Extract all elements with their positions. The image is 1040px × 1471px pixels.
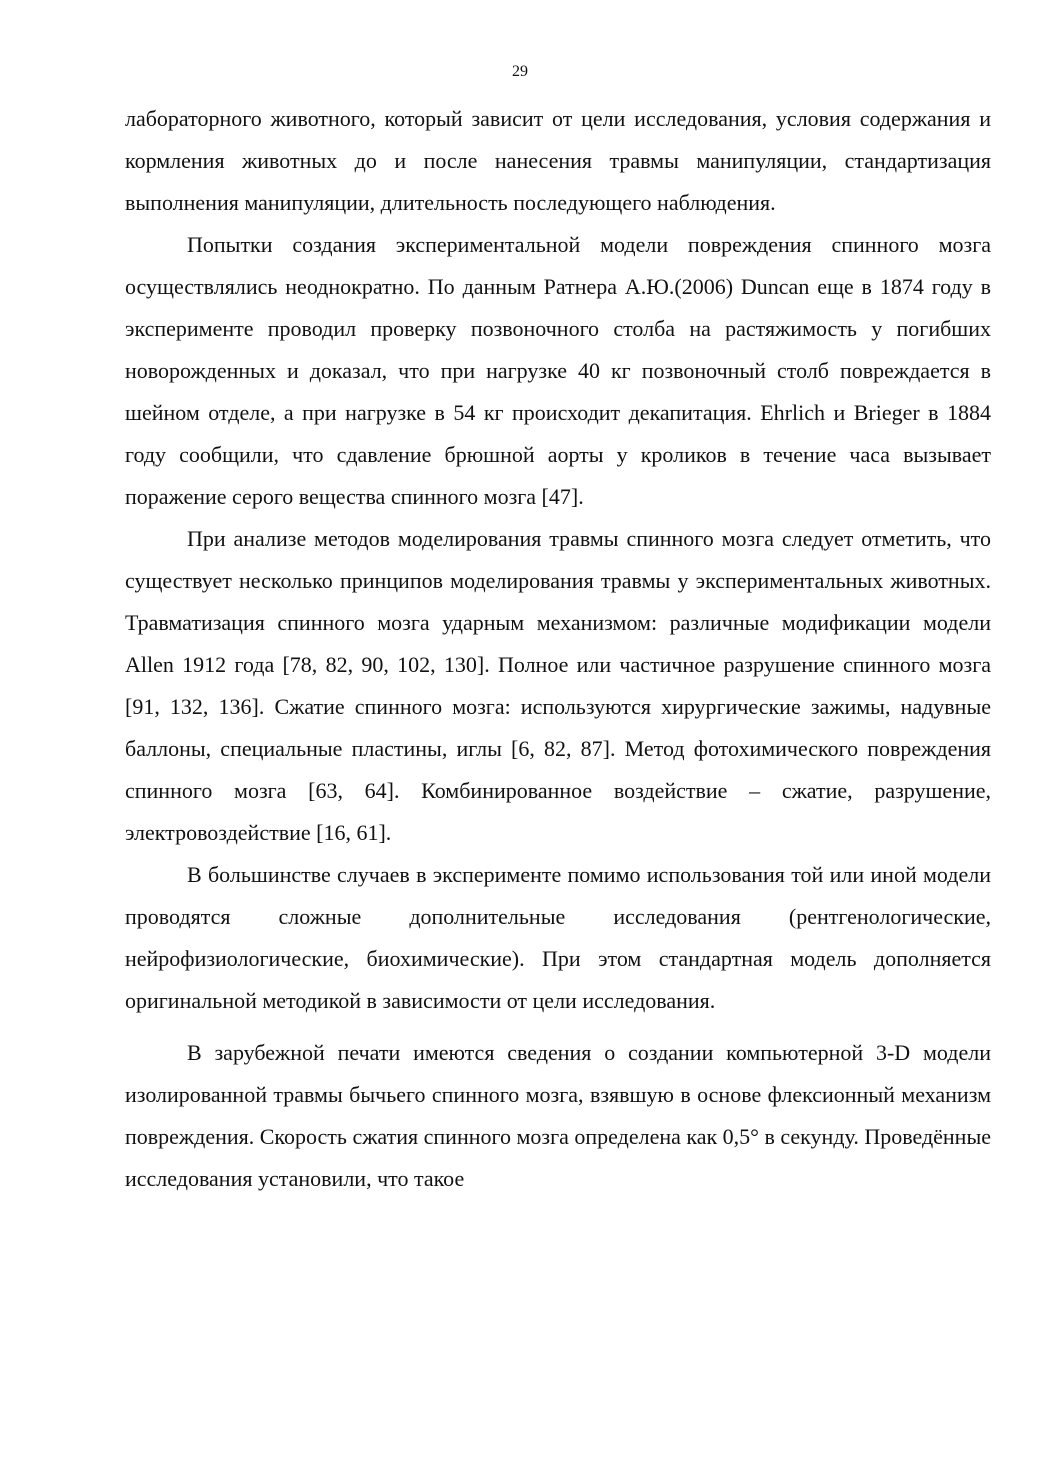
paragraph-continuation: лабораторного животного, который зависит от цели исследования, условия содержания и кормления животных до и после нанесения травмы манипуляции, стандартизация выполнения манипуляции, длительность последующего наблюдения. — [125, 106, 991, 215]
page-number: 29 — [512, 63, 528, 80]
paragraph-3d-model: В зарубежной печати имеются сведения о создании компьютерной 3-D модели изолированной травмы бычьего спинного мозга, взявшую в основе флексионный механизм повреждения. Скорость сжатия спинного мозга определена как 0,5° в секунду. Проведённые исследования установили, что такое — [125, 1040, 991, 1191]
document-body — [125, 98, 991, 1200]
paragraph-model-history: Попытки создания экспериментальной модели повреждения спинного мозга осуществлялись неоднократно. По данным Ратнера А.Ю.(2006) Duncan еще в 1874 году в эксперименте проводил проверку позвоночного столба на растяжимость у погибших новорожденных и доказал, что при нагрузке 40 кг позвоночный столб повреждается в шейном отделе, а при нагрузке в 54 кг происходит декапитация. Ehrlich и Brieger в 1884 году сообщили, что сдавление брюшной аорты у кроликов в течение часа вызывает поражение серого вещества спинного мозга [47]. — [125, 232, 991, 509]
paragraph-additional-studies: В большинстве случаев в эксперименте помимо использования той или иной модели проводятся сложные дополнительные исследования (рентгенологические, нейрофизиологические, биохимические). При этом стандартная модель дополняется оригинальной методикой в зависимости от цели исследования. — [125, 862, 991, 1013]
paragraph-modeling-principles: При анализе методов моделирования травмы спинного мозга следует отметить, что существует несколько принципов моделирования травмы у экспериментальных животных. Травматизация спинного мозга ударным механизмом: различные модификации модели Allen 1912 года [78, 82, 90, 102, 130]. Полное или частичное разрушение спинного мозга [91, 132, 136]. Сжатие спинного мозга: используются хирургические зажимы, надувные баллоны, специальные пластины, иглы [6, 82, 87]. Метод фотохимического повреждения спинного мозга [63, 64]. Комбинированное воздействие – сжатие, разрушение, электровоздействие [16, 61]. — [125, 526, 991, 845]
